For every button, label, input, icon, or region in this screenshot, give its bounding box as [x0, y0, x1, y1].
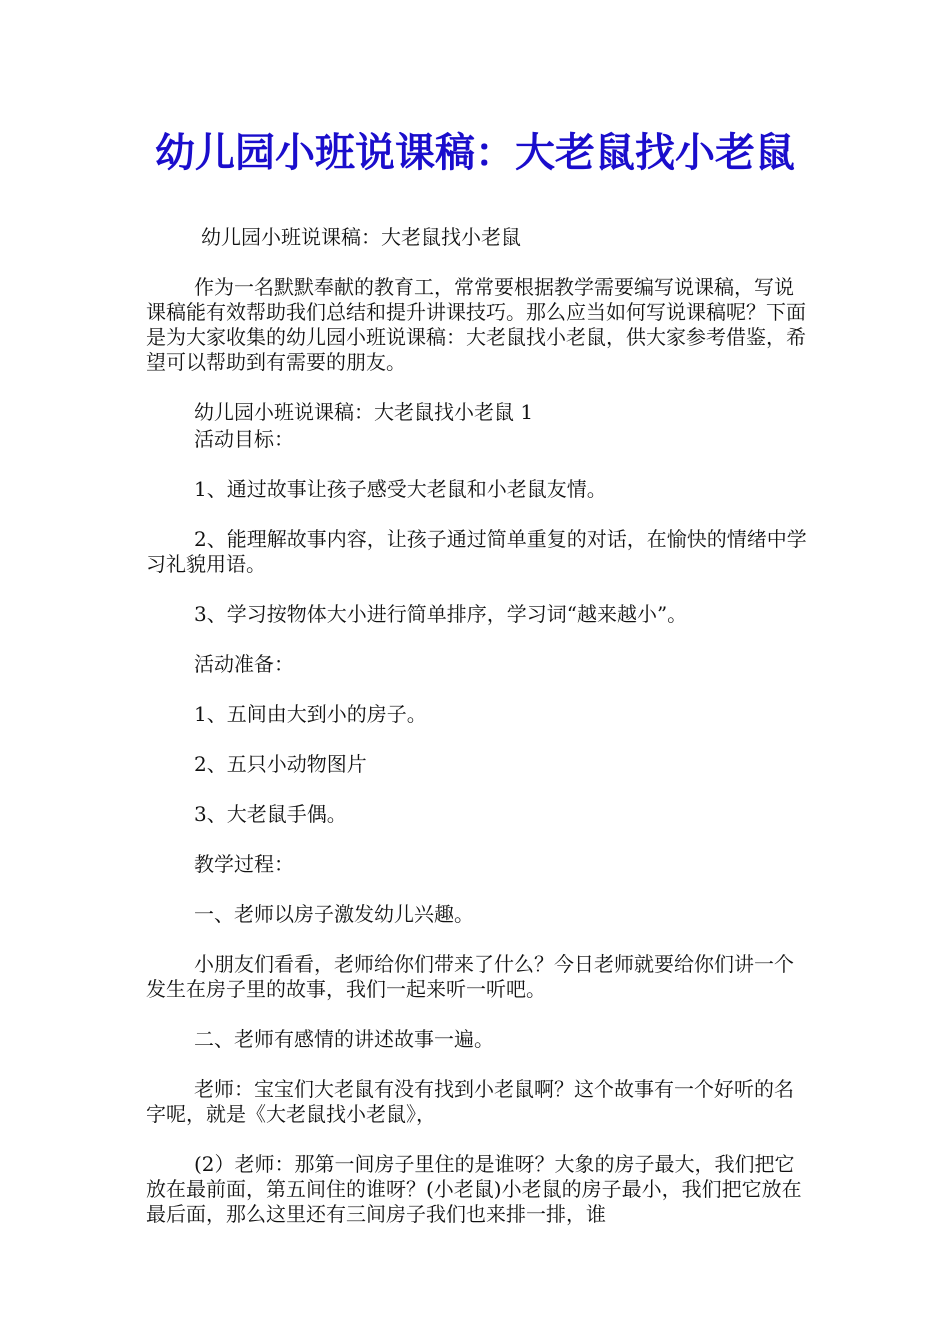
- activity-goals-heading: 活动目标：: [194, 427, 294, 451]
- prep-item: 3、大老鼠手偶。: [194, 802, 347, 826]
- activity-prep-heading: 活动准备：: [194, 652, 294, 676]
- goal-item: 2、能理解故事内容，让孩子通过简单重复的对话，在愉快的情绪中学习礼貌用语。: [146, 527, 807, 576]
- process-paragraph: 老师：宝宝们大老鼠有没有找到小老鼠啊？这个故事有一个好听的名字呢，就是《大老鼠找小老鼠》，: [146, 1077, 794, 1126]
- goal-item: 1、通过故事让孩子感受大老鼠和小老鼠友情。: [194, 477, 607, 501]
- document-title: 幼儿园小班说课稿：大老鼠找小老鼠: [155, 129, 795, 176]
- prep-item: 1、五间由大到小的房子。: [194, 702, 427, 726]
- process-step: 二、老师有感情的讲述故事一遍。: [194, 1027, 494, 1051]
- process-paragraph: 小朋友们看看，老师给你们带来了什么？今日老师就要给你们讲一个发生在房子里的故事，我们一起来听一听吧。: [146, 952, 794, 1001]
- document-body: [146, 225, 811, 1227]
- intro-paragraph: 作为一名默默奉献的教育工，常常要根据教学需要编写说课稿，写说课稿能有效帮助我们总结和提升讲课技巧。那么应当如何写说课稿呢？下面是为大家收集的幼儿园小班说课稿：大老鼠找小老鼠，供大家参考借鉴，希望可以帮助到有需要的朋友。: [146, 275, 806, 374]
- process-paragraph: (2）老师：那第一间房子里住的是谁呀？大象的房子最大，我们把它放在最前面，第五间住的谁呀？(小老鼠)小老鼠的房子最小，我们把它放在最后面，那么这里还有三间房子我们也来排一排，谁: [146, 1152, 802, 1226]
- teaching-process-heading: 教学过程：: [194, 852, 294, 876]
- prep-item: 2、五只小动物图片: [194, 752, 367, 776]
- goal-item: 3、学习按物体大小进行简单排序，学习词“越来越小”。: [194, 602, 688, 626]
- document-subtitle: 幼儿园小班说课稿：大老鼠找小老鼠: [201, 225, 521, 249]
- process-step: 一、老师以房子激发幼儿兴趣。: [194, 902, 474, 926]
- section-heading: 幼儿园小班说课稿：大老鼠找小老鼠 1: [194, 400, 534, 424]
